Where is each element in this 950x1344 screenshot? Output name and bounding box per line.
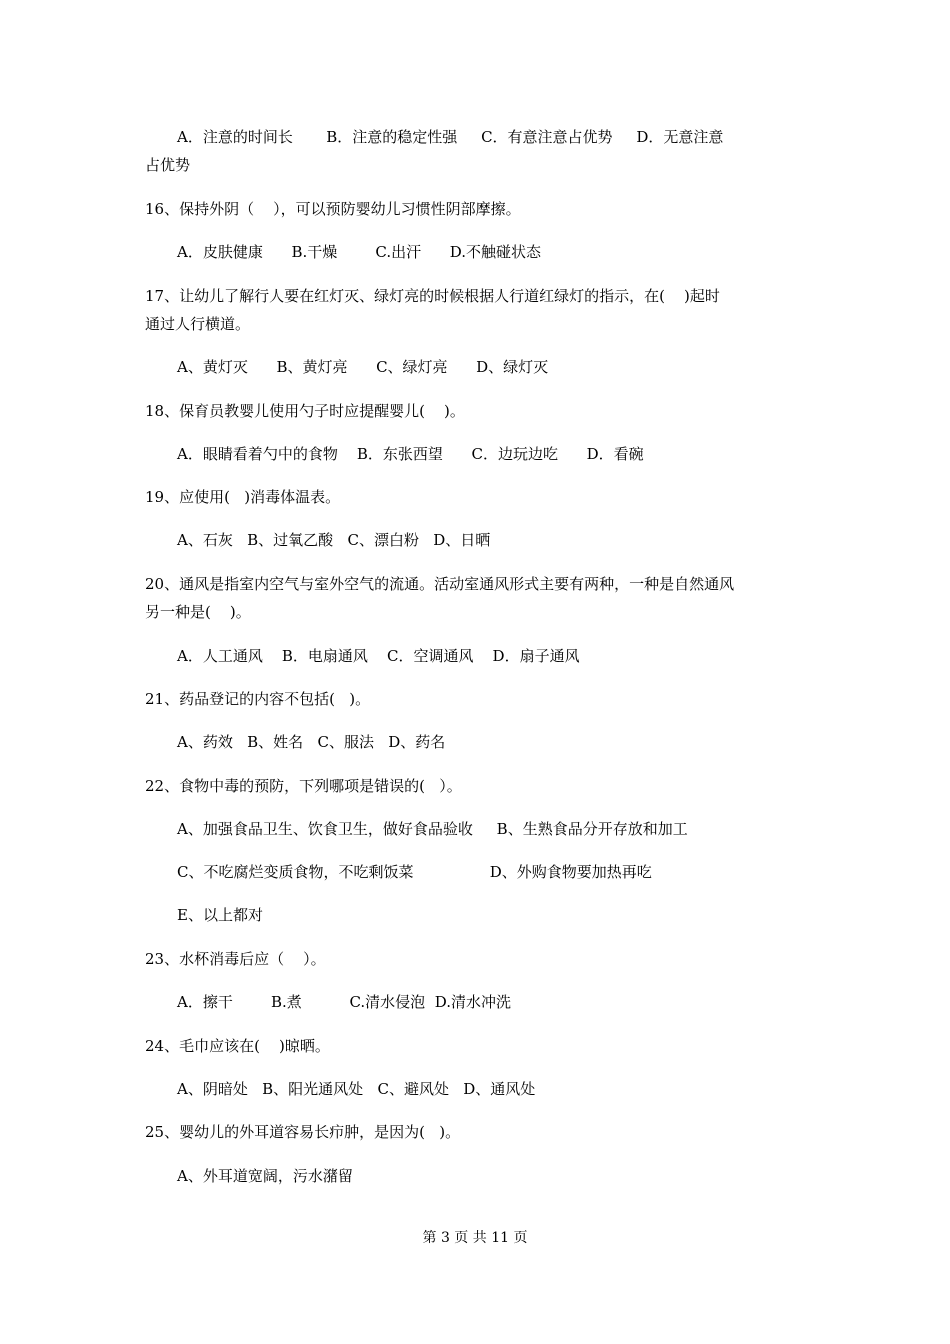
question-20-wrap: 另一种是( )。 (145, 603, 251, 621)
option-line-wrap: 占优势 (145, 156, 191, 174)
options-23: A．擦干 B.煮 C.清水侵泡 D.清水冲洗 (177, 993, 511, 1011)
options-17: A、黄灯灭 B、黄灯亮 C、绿灯亮 D、绿灯灭 (177, 358, 549, 376)
options-24: A、阴暗处 B、阳光通风处 C、避风处 D、通风处 (177, 1080, 536, 1098)
question-21: 21、药品登记的内容不包括( )。 (145, 690, 371, 708)
question-17-wrap: 通过人行横道。 (145, 315, 251, 333)
page-footer: 第 3 页 共 11 页 (422, 1230, 528, 1246)
options-22-cd: C、不吃腐烂变质食物，不吃剩饭菜 D、外购食物要加热再吃 (177, 863, 652, 881)
options-22-e: E、以上都对 (177, 906, 263, 924)
question-20: 20、通风是指室内空气与室外空气的流通。活动室通风形式主要有两种，一种是自然通风 (145, 575, 735, 593)
options-22-ab: A、加强食品卫生、饮食卫生，做好食品验收 B、生熟食品分开存放和加工 (177, 820, 688, 838)
question-25: 25、婴幼儿的外耳道容易长疖肿，是因为( )。 (145, 1123, 461, 1141)
question-24: 24、毛巾应该在( )晾晒。 (145, 1037, 330, 1055)
option-line: A．注意的时间长 B．注意的稳定性强 C．有意注意占优势 D．无意注意 (177, 128, 724, 146)
options-20: A．人工通风 B．电扇通风 C．空调通风 D．扇子通风 (177, 647, 580, 665)
question-17: 17、让幼儿了解行人要在红灯灭、绿灯亮的时候根据人行道红绿灯的指示，在( )起时 (145, 287, 720, 305)
options-25: A、外耳道宽阔，污水潴留 (177, 1167, 353, 1185)
question-16: 16、保持外阴（ ），可以预防婴幼儿习惯性阴部摩擦。 (145, 200, 521, 218)
options-16: A．皮肤健康 B.干燥 C.出汗 D.不触碰状态 (177, 243, 541, 261)
question-19: 19、应使用( )消毒体温表。 (145, 488, 341, 506)
question-22: 22、食物中毒的预防，下列哪项是错误的( ）。 (145, 777, 462, 795)
options-21: A、药效 B、姓名 C、服法 D、药名 (177, 733, 446, 751)
options-18: A．眼睛看着勺中的食物 B．东张西望 C．边玩边吃 D．看碗 (177, 445, 644, 463)
options-19: A、石灰 B、过氧乙酸 C、漂白粉 D、日晒 (177, 531, 491, 549)
question-23: 23、水杯消毒后应（ ）。 (145, 950, 326, 968)
question-18: 18、保育员教婴儿使用勺子时应提醒婴儿( )。 (145, 402, 465, 420)
